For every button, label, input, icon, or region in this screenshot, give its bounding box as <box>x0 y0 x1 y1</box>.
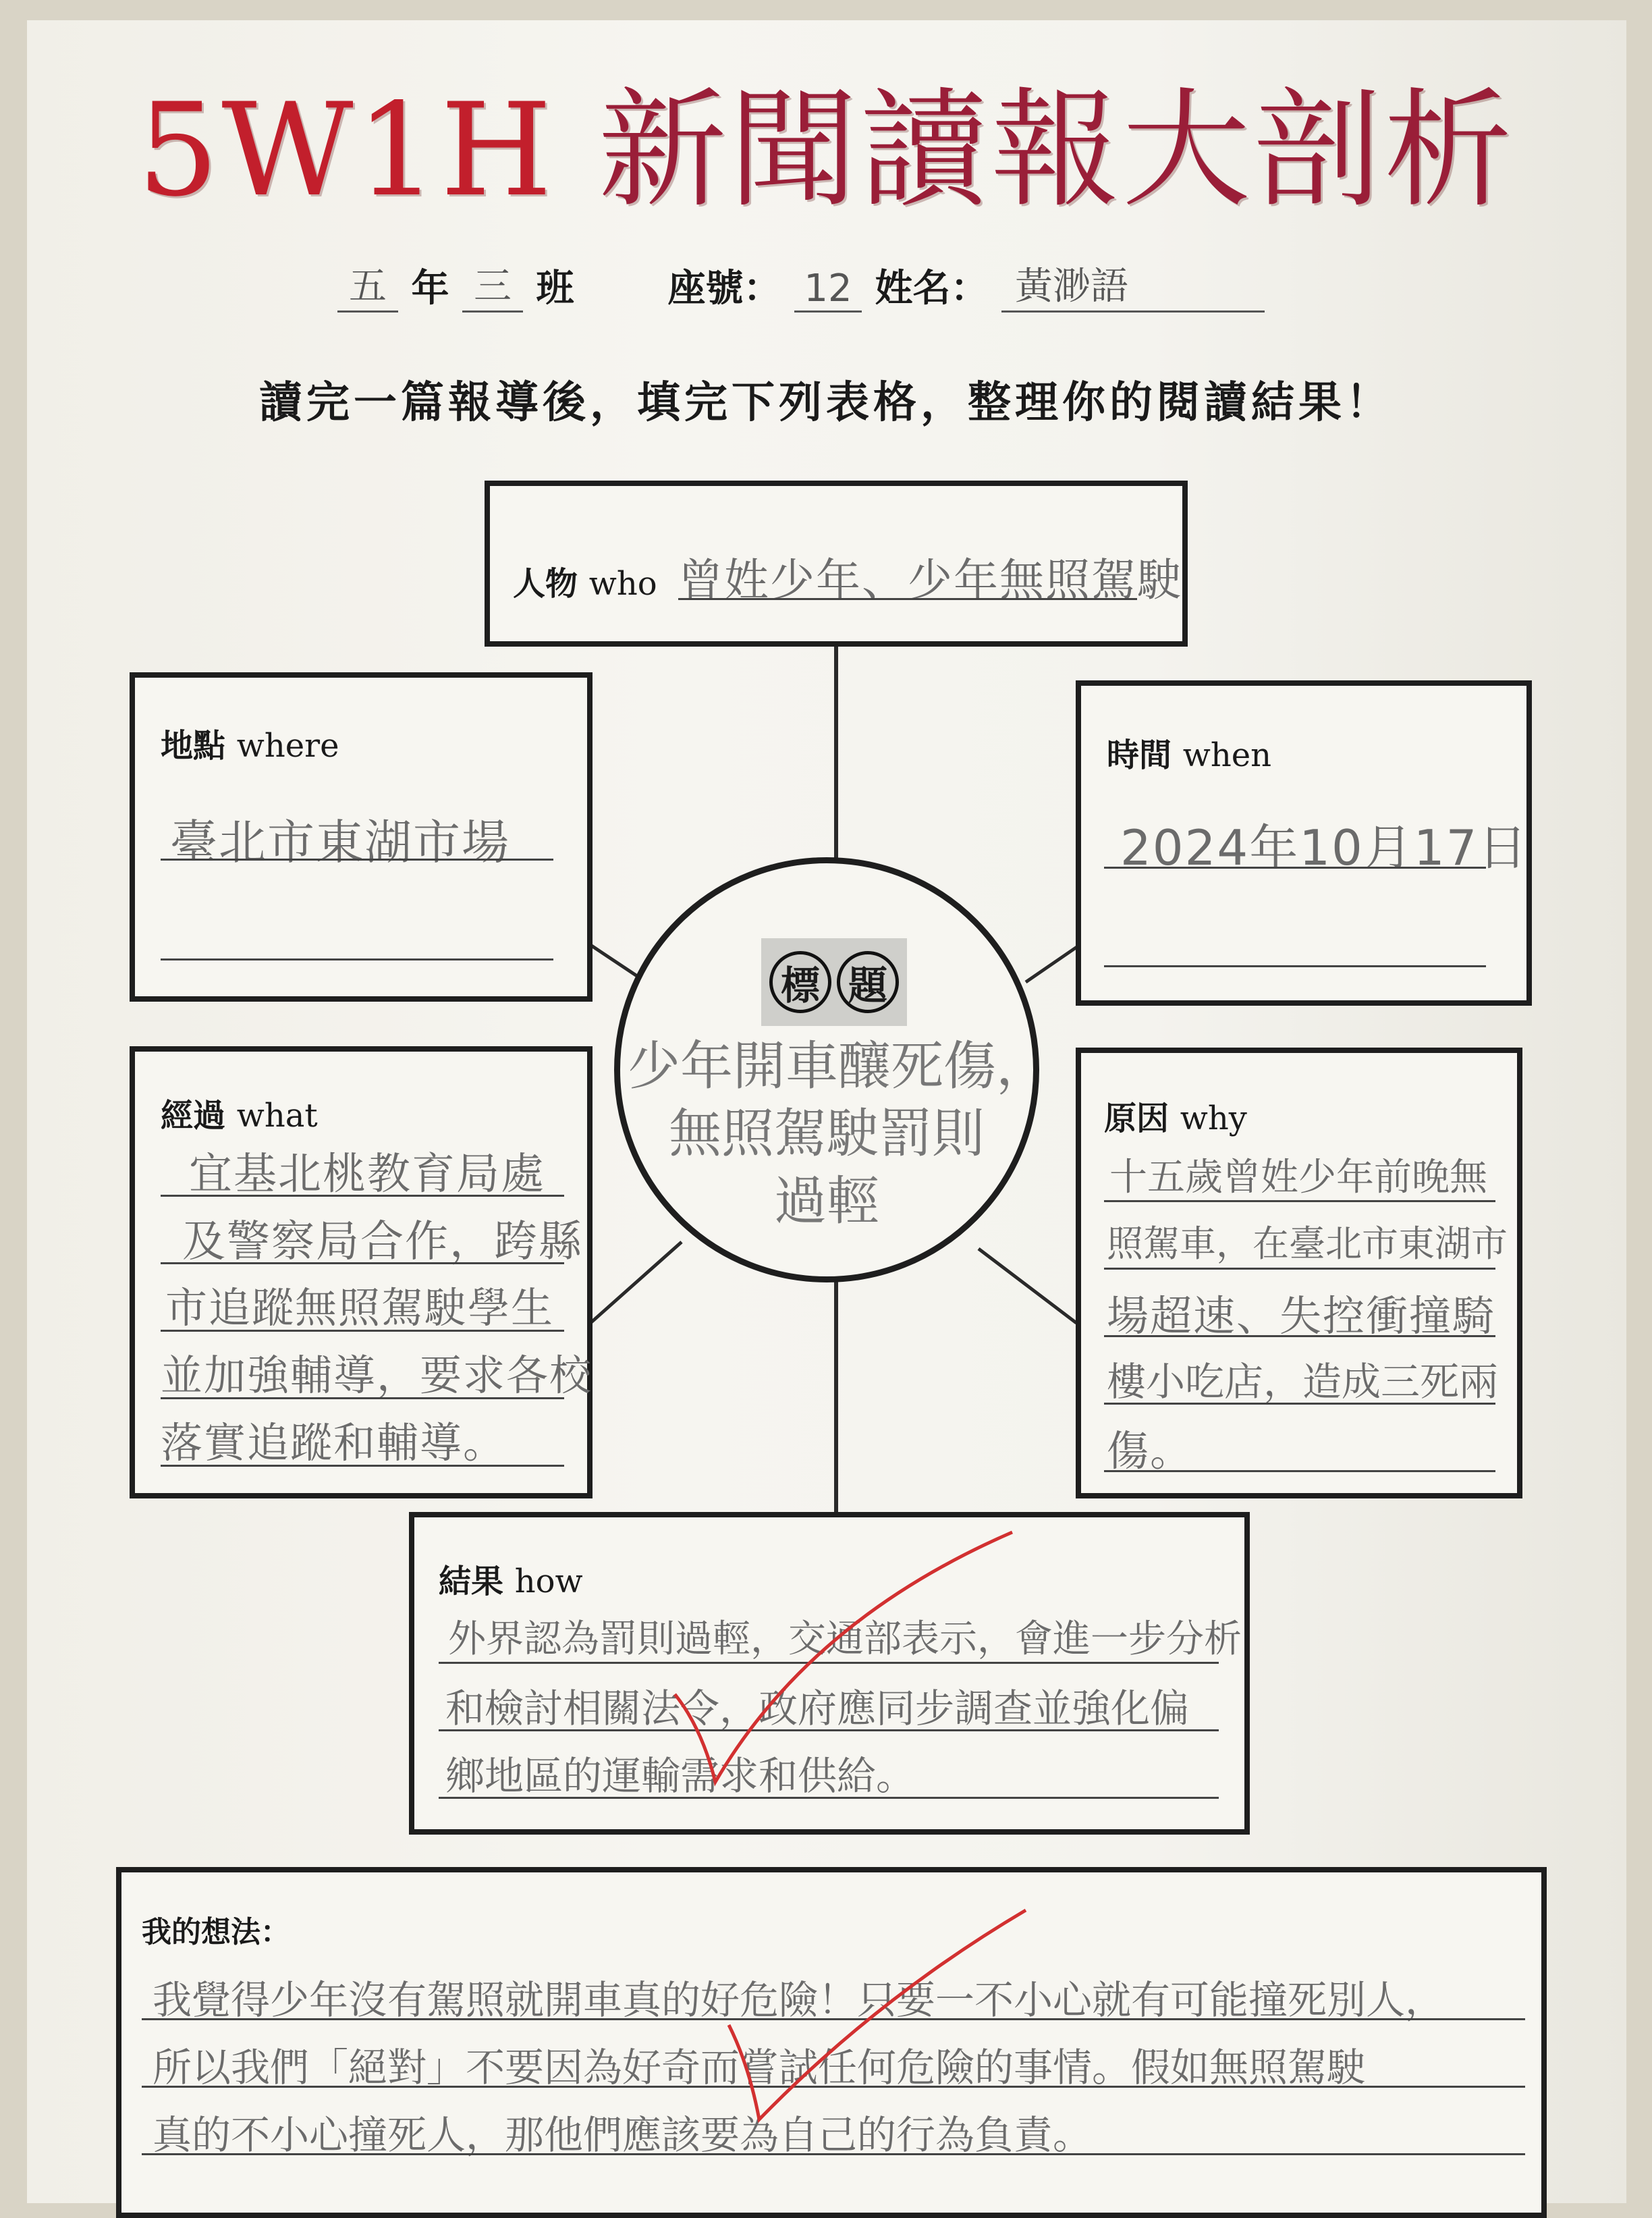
what-rule <box>161 1195 564 1197</box>
why-line: 十五歲曾姓少年前晚無 <box>1109 1156 1487 1199</box>
badge-char-1: 標 <box>769 951 831 1013</box>
what-line: 市追蹤無照駕駛學生 <box>165 1283 555 1332</box>
grade-value: 五 <box>337 256 398 313</box>
seat-value: 12 <box>794 267 862 313</box>
opinion-line: 我覺得少年沒有駕照就開車真的好危險！只要一不小心就有可能撞死別人， <box>153 1977 1445 2023</box>
when-line-1 <box>1104 867 1486 869</box>
student-info <box>337 256 1265 313</box>
opinion-rule <box>142 2018 1525 2020</box>
what-line: 並加強輔導，要求各校 <box>161 1351 593 1400</box>
what-line: 宜基北桃教育局處 <box>189 1149 545 1199</box>
when-label: 時間 when <box>1107 736 1272 774</box>
where-line-2 <box>161 958 553 961</box>
where-line-1 <box>161 859 553 861</box>
how-line: 和檢討相關法令，政府應同步調查並強化偏 <box>445 1685 1190 1731</box>
how-line: 鄉地區的運輸需求和供給。 <box>445 1753 916 1799</box>
instruction-text: 讀完一篇報導後，填完下列表格，整理你的閱讀結果！ <box>259 378 1393 428</box>
worksheet-title <box>0 47 1652 232</box>
what-label: 經過 what <box>161 1097 318 1135</box>
why-line: 樓小吃店，造成三死兩 <box>1107 1359 1499 1405</box>
who-label: 人物 who <box>513 565 657 603</box>
what-rule <box>161 1330 564 1332</box>
how-rule <box>439 1797 1219 1799</box>
title-main: 新聞讀報大剖析 <box>598 76 1515 225</box>
seat-label: 座號： <box>667 267 781 310</box>
what-rule <box>161 1397 564 1399</box>
class-value: 三 <box>462 256 523 313</box>
why-line: 傷。 <box>1107 1426 1194 1476</box>
headline-line: 過輕 <box>773 1171 879 1232</box>
opinion-rule <box>142 2086 1525 2088</box>
where-label: 地點 where <box>161 727 339 765</box>
name-label: 姓名： <box>875 267 989 310</box>
name-value: 黃渺語 <box>1001 256 1265 313</box>
headline-badge <box>761 938 907 1026</box>
why-label: 原因 why <box>1104 1100 1247 1137</box>
where-answer: 臺北市東湖市場 <box>170 815 510 870</box>
why-rule <box>1104 1268 1495 1270</box>
opinion-label: 我的想法： <box>142 1915 290 1949</box>
why-rule <box>1104 1470 1495 1472</box>
grade-label: 年 <box>411 267 449 310</box>
how-line: 外界認為罰則過輕，交通部表示，會進一步分析 <box>448 1617 1242 1661</box>
why-line: 照駕車，在臺北市東湖市 <box>1107 1222 1508 1265</box>
opinion-rule <box>142 2153 1525 2155</box>
how-rule <box>439 1662 1219 1664</box>
how-label: 結果 how <box>439 1563 583 1600</box>
connector-who <box>834 641 838 864</box>
who-answer: 曾姓少年、少年無照駕駛 <box>678 554 1183 606</box>
what-line: 落實追蹤和輔導。 <box>161 1418 507 1467</box>
opinion-line: 所以我們「絕對」不要因為好奇而嘗試任何危險的事情。假如無照駕駛 <box>153 2045 1367 2090</box>
class-label: 班 <box>536 267 574 310</box>
why-line: 場超速、失控衝撞騎 <box>1107 1291 1496 1341</box>
what-rule <box>161 1262 564 1264</box>
headline-line: 少年開車釀死傷， <box>628 1036 1049 1097</box>
why-rule <box>1104 1403 1495 1405</box>
who-answer-line <box>678 598 1137 600</box>
opinion-line: 真的不小心撞死人，那他們應該要為自己的行為負責。 <box>153 2112 1093 2158</box>
headline-line: 無照駕駛罰則 <box>668 1104 985 1164</box>
why-rule <box>1104 1335 1495 1337</box>
what-rule <box>161 1465 564 1467</box>
why-rule <box>1104 1200 1495 1202</box>
when-answer: 2024年10月17日 <box>1120 819 1529 876</box>
connector-how <box>834 1276 838 1512</box>
how-rule <box>439 1729 1219 1731</box>
headline-text <box>628 1033 1049 1235</box>
badge-char-2: 題 <box>837 951 899 1013</box>
what-line: 及警察局合作，跨縣 <box>182 1217 583 1267</box>
when-line-2 <box>1104 965 1486 967</box>
title-prefix: 5W1H <box>137 76 555 225</box>
